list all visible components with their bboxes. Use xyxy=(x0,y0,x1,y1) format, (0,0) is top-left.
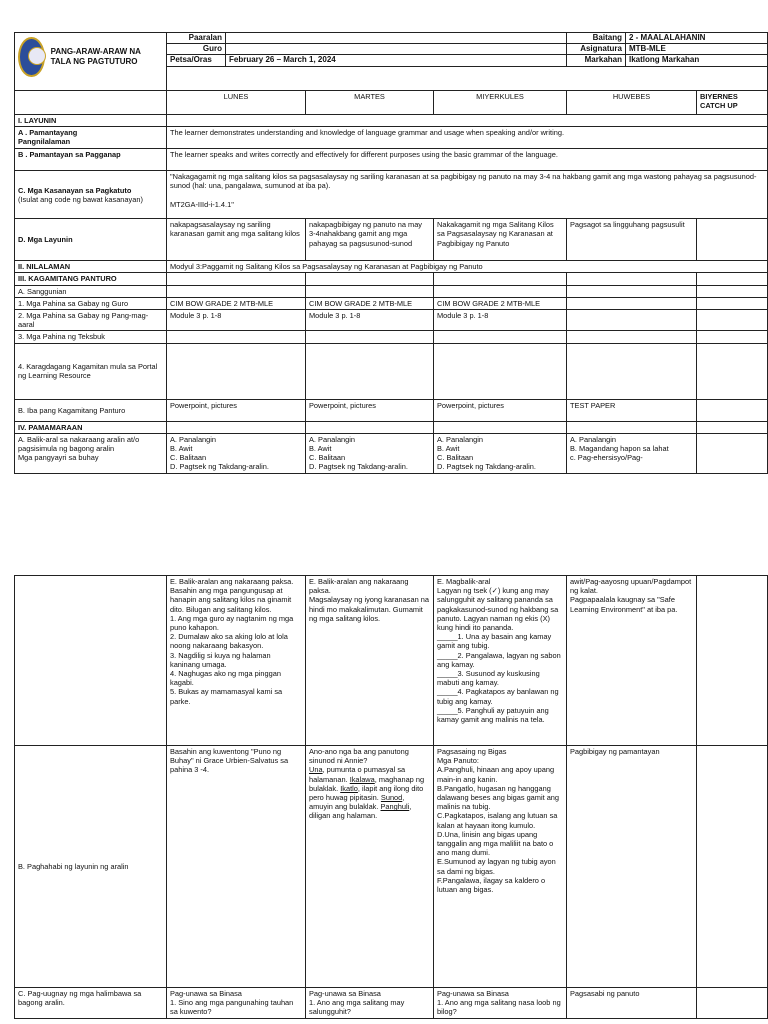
layunin-heading: I. LAYUNIN xyxy=(15,115,167,127)
header-spacer xyxy=(167,67,768,91)
pag-e-lunes: E. Balik-aralan ang nakaraang paksa. Basahin ang mga pangungusap at hanapin ang salitang kilos na ginamit dito. Bilugan ang salitang kilos. 1. Ang mga guro ay nagtanim ng mga puno kahapon. 2. Dumalaw ako sa aking lolo at lola noong nakaraang bakasyon. 3. Nagdilig si kuya ng halaman kaninang umaga. 4. Naghugas ako ng mga pinggan kagabi. 5. Bukas ay mamamasyal kami sa parke. xyxy=(167,576,306,746)
gabay-label: 1. Mga Pahina sa Gabay ng Guro xyxy=(15,297,167,309)
ph-tue-intro: Ano-ano nga ba ang panutong sinunod ni Annie? xyxy=(309,747,409,766)
iba-pang-lunes: Powerpoint, pictures xyxy=(167,399,306,421)
asignatura-value: MTB-MLE xyxy=(626,44,768,55)
gabay-lunes: CIM BOW GRADE 2 MTB-MLE xyxy=(167,297,306,309)
day-header-martes: MARTES xyxy=(306,91,434,115)
layunin-blank xyxy=(167,115,768,127)
ph-tue-sunod: Sunod xyxy=(380,793,403,803)
ph-tue-1: , pumunta o pumasyal sa halamanan. xyxy=(309,765,406,784)
header-title-cell xyxy=(15,33,167,91)
layunin-biyernes xyxy=(697,219,768,261)
petsa-value: February 26 – March 1, 2024 xyxy=(226,55,567,67)
gabay-martes: CIM BOW GRADE 2 MTB-MLE xyxy=(306,297,434,309)
paaralan-label: Paaralan xyxy=(167,33,226,44)
pag-uugnay-label: C. Pag-uugnay ng mga halimbawa sa bagong aralin. xyxy=(15,988,167,1019)
page-1 xyxy=(0,32,768,474)
ph-tue-una: Una xyxy=(309,765,323,775)
paghahabi-lunes: Basahin ang kuwentong "Puno ng Buhay" ni Grace Urbien-Salvatus sa pahina 3 -4. xyxy=(167,746,306,988)
mag-aaral-miyerkules: Module 3 p. 1-8 xyxy=(434,310,567,331)
teksbuk-label: 3. Mga Pahina ng Teksbuk xyxy=(15,331,167,343)
ph-tue-3: , ilapit ang ilong dito pero huwag pipitasin. xyxy=(309,783,424,803)
day-header-huwebes: HUWEBES xyxy=(567,91,697,115)
ph-tue-4: , amuyin ang bulaklak. xyxy=(309,793,405,812)
ph-tue-ikatlo: Ikatlo xyxy=(340,783,358,793)
pamantayang-text: The learner demonstrates understanding and knowledge of language grammar and usage when speaking and/or writing. xyxy=(167,127,768,149)
balik-miyerkules: A. Panalangin B. Awit C. Balitaan D. Pagtsek ng Takdang-aralin. xyxy=(434,433,567,473)
pag-uugnay-miyerkules: Pag-unawa sa Binasa 1. Ano ang mga salitang nasa loob ng bilog? xyxy=(434,988,567,1019)
asignatura-label: Asignatura xyxy=(567,44,626,55)
markahan-label: Markahan xyxy=(567,55,626,67)
balik-martes: A. Panalangin B. Awit C. Balitaan D. Pagtsek ng Takdang-aralin. xyxy=(306,433,434,473)
pamantayang-label: A . Pamantayang Pangnilalaman xyxy=(15,127,167,149)
day-header-miyerkules: MIYERKULES xyxy=(434,91,567,115)
paghahabi-huwebes: Pagbibigay ng pamantayan xyxy=(567,746,697,988)
paghahabi-martes xyxy=(306,746,434,988)
pamamaraan-label: IV. PAMAMARAAN xyxy=(15,421,167,433)
pag-e-martes: E. Balik-aralan ang nakaraang paksa. Magsalaysay ng iyong karanasan na hindi mo makakalimutan. Gumamit ng mga salitang kilos. xyxy=(306,576,434,746)
ph-tue-ikalawa: Ikalawa xyxy=(349,774,375,784)
pagganap-text: The learner speaks and writes correctly and effectively for different purposes using the basic grammar of the language. xyxy=(167,149,768,171)
pag-e-miyerkules: E. Magbalik-aral Lagyan ng tsek (✓) kung ang may salungguhit ay salitang pananda sa pagkakasunod-sunod ng hakbang sa panuto. Lagyan naman ng ekis (X) kung hindi ito pananda. _____1. Una ay basain ang kamay gamit ang tubig. _____2. Pangalawa, lagyan ng sabon ang kamay. _____3. Susunod ay kuskusing mabuti ang kamay. _____4. Pagkatapos ay banlawan ng tubig ang kamay. _____5. Panghuli ay patuyuin ang kamay gamit ang malinis na tela. xyxy=(434,576,567,746)
layunin-lunes: nakapagsasalaysay ng sariling karanasan gamit ang mga salitang kilos xyxy=(167,219,306,261)
layunin-martes: nakapagbibigay ng panuto na may 3-4nahakbang gamit ang mga pahayag sa pagsusunod-sunod xyxy=(306,219,434,261)
paghahabi-label: B. Paghahabi ng layunin ng aralin xyxy=(15,746,167,988)
pag-uugnay-martes: Pag-unawa sa Binasa 1. Ano ang mga salitang may salungguhit? xyxy=(306,988,434,1019)
pag-uugnay-huwebes: Pagsasabi ng panuto xyxy=(567,988,697,1019)
nilalaman-label: II. NILALAMAN xyxy=(15,261,167,273)
kasanayan-label-cell xyxy=(15,171,167,219)
mag-aaral-martes: Module 3 p. 1-8 xyxy=(306,310,434,331)
balik-huwebes: A. Panalangin B. Magandang hapon sa lahat c. Pag-ehersisyo/Pag- xyxy=(567,433,697,473)
karagdagang-label: 4. Karagdagang Kagamitan mula sa Portal ng Learning Resource xyxy=(15,343,167,399)
day-header-biyernes: BIYERNES CATCH UP xyxy=(697,91,768,115)
iba-pang-huwebes: TEST PAPER xyxy=(567,399,697,421)
kasanayan-sub: (Isulat ang code ng bawat kasanayan) xyxy=(18,194,143,204)
gabay-miyerkules: CIM BOW GRADE 2 MTB-MLE xyxy=(434,297,567,309)
paghahabi-miyerkules: Pagsasaing ng Bigas Mga Panuto: A.Panghuli, hinaan ang apoy upang main-in ang kanin. B.Pangatlo, hugasan ng hanggang dalawang beses ang bigas gamit ang malinis na tubig. C.Pagkatapos, isalang ang lutuan sa kalan at hayaan itong kumulo. D.Una, linisin ang bigas upang tanggalin ang mga maliliit na bato o ano mang dumi. E.Sumunod ay lagyan ng tubig ayon sa dami ng bigas. F.Pangalawa, ilagay sa kaldero o lutuan ang bigas. xyxy=(434,746,567,988)
mga-layunin-label: D. Mga Layunin xyxy=(15,219,167,261)
guro-value xyxy=(226,44,567,55)
nilalaman-text: Modyul 3:Paggamit ng Salitang Kilos sa Pagsasalaysay ng Karanasan at Pagbibigay ng Panuto xyxy=(167,261,768,273)
petsa-label: Petsa/Oras xyxy=(167,55,226,67)
baitang-value: 2 - MAALALAHANIN xyxy=(626,33,768,44)
lesson-log-table-page1 xyxy=(14,32,768,474)
iba-pang-miyerkules: Powerpoint, pictures xyxy=(434,399,567,421)
balik-lunes: A. Panalangin B. Awit C. Balitaan D. Pagtsek ng Takdang-aralin. xyxy=(167,433,306,473)
ph-tue-panghuli: Panghuli xyxy=(380,802,410,812)
sanggunian-label: A. Sanggunian xyxy=(15,285,167,297)
layunin-miyerkules: Nakakagamit ng mga Salitang Kilos sa Pagsasalaysay ng Karanasan at Pagbibigay ng Panuto xyxy=(434,219,567,261)
ph-tue-2: , maghanap ng bulaklak. xyxy=(309,774,425,793)
markahan-value: Ikatlong Markahan xyxy=(626,55,768,67)
pag-uugnay-lunes: Pag-unawa sa Binasa 1. Sino ang mga pangunahing tauhan sa kuwento? xyxy=(167,988,306,1019)
deped-seal-icon xyxy=(18,37,45,77)
iba-pang-martes: Powerpoint, pictures xyxy=(306,399,434,421)
pag-e-huwebes: awit/Pag-aayosng upuan/Pagdampot ng kalat. Pagpapaalala kaugnay sa "Safe Learning Environment" at iba pa. xyxy=(567,576,697,746)
layunin-huwebes: Pagsagot sa lingguhang pagsusulit xyxy=(567,219,697,261)
day-header-blank xyxy=(15,91,167,115)
day-header-lunes: LUNES xyxy=(167,91,306,115)
guro-label: Guro xyxy=(167,44,226,55)
page-2 xyxy=(0,575,768,1019)
mag-aaral-label: 2. Mga Pahina sa Gabay ng Pang-mag-aaral xyxy=(15,310,167,331)
kasanayan-label: C. Mga Kasanayan sa Pagkatuto xyxy=(18,185,132,195)
pagganap-label: B . Pamantayan sa Pagganap xyxy=(15,149,167,171)
iba-pang-label: B. Iba pang Kagamitang Panturo xyxy=(15,399,167,421)
kasanayan-text: "Nakagagamit ng mga salitang kilos sa pagsasalaysay ng sariling karanasan at sa pagbibigay ng panuto na may 3-4 na hakbang gamit ang mga wastong pahayag sa pagsusunod-sunod (hal: una, pangalawa, sumunod at iba pa). MT2GA-IIId-i-1.4.1" xyxy=(167,171,768,219)
page-title: PANG-ARAW-ARAW NA TALA NG PAGTUTURO xyxy=(50,47,141,66)
ph-tue-5: , diligan ang halaman. xyxy=(309,802,412,821)
baitang-label: Baitang xyxy=(567,33,626,44)
paaralan-value xyxy=(226,33,567,44)
kagamitan-label: III. KAGAMITANG PANTURO xyxy=(15,273,167,285)
lesson-log-table-page2 xyxy=(14,575,768,1019)
balik-label: A. Balik-aral sa nakaraang aralin at/o pagsisimula ng bagong aralin Mga pangyayri sa buhay xyxy=(15,433,167,473)
mag-aaral-lunes: Module 3 p. 1-8 xyxy=(167,310,306,331)
